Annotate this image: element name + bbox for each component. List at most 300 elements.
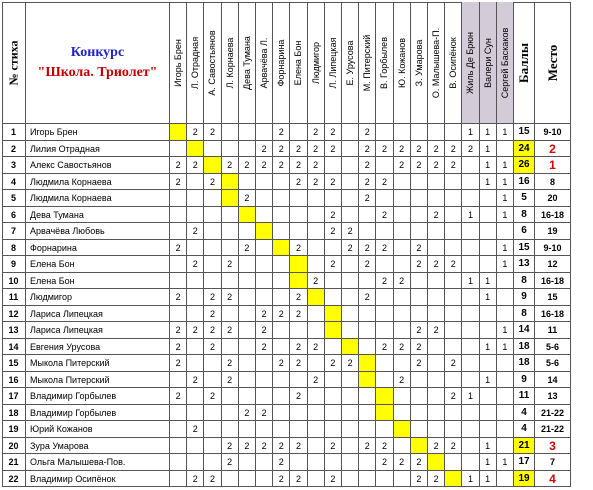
place-cell: 16-18 bbox=[535, 306, 571, 323]
judge-header-text: О. Малышева-П. bbox=[431, 27, 442, 98]
vote-cell: 2 bbox=[256, 339, 273, 356]
place-cell: 15 bbox=[535, 289, 571, 306]
vote-cell bbox=[170, 223, 187, 240]
vote-cell bbox=[170, 438, 187, 455]
vote-cell bbox=[480, 322, 497, 339]
vote-cell bbox=[170, 471, 187, 488]
vote-cell bbox=[239, 372, 256, 389]
vote-cell bbox=[256, 124, 273, 141]
vote-cell: 2 bbox=[411, 157, 428, 174]
vote-cell bbox=[170, 306, 187, 323]
judge-header-text: Игорь Брен bbox=[173, 38, 184, 87]
vote-cell: 2 bbox=[256, 306, 273, 323]
vote-cell bbox=[411, 207, 428, 224]
vote-cell: 2 bbox=[342, 240, 359, 257]
judge-header-text: А. Савостьянов bbox=[207, 29, 218, 96]
vote-cell bbox=[187, 355, 204, 372]
vote-cell: 2 bbox=[273, 124, 290, 141]
vote-cell bbox=[290, 190, 307, 207]
vote-cell bbox=[204, 190, 221, 207]
vote-cell: 1 bbox=[497, 256, 514, 273]
vote-cell: 2 bbox=[308, 141, 325, 158]
row-number: 18 bbox=[2, 405, 26, 422]
vote-cell bbox=[204, 421, 221, 438]
vote-cell bbox=[394, 405, 411, 422]
judge-header-text: В. Осипёнок bbox=[448, 36, 459, 89]
vote-cell bbox=[239, 256, 256, 273]
vote-cell bbox=[342, 157, 359, 174]
vote-cell bbox=[325, 289, 342, 306]
vote-cell bbox=[445, 124, 462, 141]
score-cell: 8 bbox=[514, 306, 535, 323]
vote-cell: 2 bbox=[325, 355, 342, 372]
vote-cell: 2 bbox=[239, 240, 256, 257]
vote-cell: 1 bbox=[480, 289, 497, 306]
vote-cell bbox=[308, 289, 325, 306]
row-number: 13 bbox=[2, 322, 26, 339]
row-number: 9 bbox=[2, 256, 26, 273]
place-cell: 20 bbox=[535, 190, 571, 207]
author-name: Мыкола Питерский bbox=[26, 372, 170, 389]
vote-cell: 2 bbox=[273, 306, 290, 323]
vote-cell bbox=[359, 471, 376, 488]
row-number: 22 bbox=[2, 471, 26, 488]
vote-cell: 2 bbox=[411, 355, 428, 372]
judge-header bbox=[497, 2, 514, 124]
score-cell: 17 bbox=[514, 454, 535, 471]
vote-cell bbox=[480, 405, 497, 422]
vote-cell: 2 bbox=[359, 124, 376, 141]
vote-cell bbox=[394, 438, 411, 455]
vote-cell bbox=[428, 372, 445, 389]
vote-cell bbox=[256, 289, 273, 306]
score-cell: 14 bbox=[514, 322, 535, 339]
vote-cell: 2 bbox=[170, 289, 187, 306]
vote-cell bbox=[445, 223, 462, 240]
vote-cell bbox=[308, 223, 325, 240]
place-cell: 5-6 bbox=[535, 355, 571, 372]
vote-cell bbox=[394, 190, 411, 207]
score-cell: 26 bbox=[514, 157, 535, 174]
vote-cell bbox=[239, 471, 256, 488]
vote-cell: 2 bbox=[187, 372, 204, 389]
vote-cell bbox=[290, 223, 307, 240]
vote-cell bbox=[325, 421, 342, 438]
vote-cell: 2 bbox=[204, 388, 221, 405]
vote-cell bbox=[222, 273, 239, 290]
vote-cell: 2 bbox=[394, 273, 411, 290]
vote-cell bbox=[222, 174, 239, 191]
author-name: Форнарина bbox=[26, 240, 170, 257]
row-number: 5 bbox=[2, 190, 26, 207]
row-number: 16 bbox=[2, 372, 26, 389]
vote-cell bbox=[290, 405, 307, 422]
vote-cell: 2 bbox=[308, 273, 325, 290]
vote-cell bbox=[204, 273, 221, 290]
row-number: 1 bbox=[2, 124, 26, 141]
vote-cell: 2 bbox=[170, 355, 187, 372]
vote-cell: 2 bbox=[290, 157, 307, 174]
vote-cell bbox=[428, 289, 445, 306]
vote-cell: 2 bbox=[204, 289, 221, 306]
vote-cell bbox=[428, 223, 445, 240]
place-cell: 14 bbox=[535, 372, 571, 389]
score-cell: 13 bbox=[514, 256, 535, 273]
vote-cell bbox=[273, 405, 290, 422]
vote-cell: 2 bbox=[394, 141, 411, 158]
vote-cell bbox=[256, 174, 273, 191]
vote-cell bbox=[308, 471, 325, 488]
vote-cell: 1 bbox=[480, 471, 497, 488]
vote-cell: 2 bbox=[359, 289, 376, 306]
vote-cell: 2 bbox=[170, 240, 187, 257]
vote-cell bbox=[376, 421, 393, 438]
vote-cell: 2 bbox=[445, 438, 462, 455]
vote-cell bbox=[187, 174, 204, 191]
vote-cell bbox=[342, 471, 359, 488]
vote-cell bbox=[411, 174, 428, 191]
place-cell: 21-22 bbox=[535, 405, 571, 422]
vote-cell bbox=[376, 322, 393, 339]
vote-cell: 2 bbox=[308, 372, 325, 389]
place-cell: 5-6 bbox=[535, 339, 571, 356]
vote-cell: 2 bbox=[411, 454, 428, 471]
vote-cell bbox=[411, 372, 428, 389]
vote-cell bbox=[256, 421, 273, 438]
vote-cell bbox=[325, 273, 342, 290]
vote-cell bbox=[394, 421, 411, 438]
contest-title: Конкурс bbox=[70, 44, 125, 60]
vote-cell bbox=[256, 223, 273, 240]
vote-cell bbox=[394, 256, 411, 273]
author-name: Юрий Кожанов bbox=[26, 421, 170, 438]
vote-cell bbox=[462, 355, 479, 372]
vote-cell: 2 bbox=[376, 438, 393, 455]
vote-cell bbox=[376, 355, 393, 372]
judge-header bbox=[308, 2, 325, 124]
vote-cell: 2 bbox=[290, 438, 307, 455]
vote-cell bbox=[187, 454, 204, 471]
vote-cell bbox=[204, 240, 221, 257]
row-number: 10 bbox=[2, 273, 26, 290]
vote-cell: 2 bbox=[222, 355, 239, 372]
vote-cell bbox=[170, 454, 187, 471]
vote-cell bbox=[359, 355, 376, 372]
vote-cell bbox=[204, 372, 221, 389]
vote-cell: 2 bbox=[222, 322, 239, 339]
vote-cell: 2 bbox=[204, 471, 221, 488]
vote-cell bbox=[428, 190, 445, 207]
row-number: 21 bbox=[2, 454, 26, 471]
vote-cell: 2 bbox=[394, 339, 411, 356]
vote-cell bbox=[497, 223, 514, 240]
author-name: Людмила Корнаева bbox=[26, 174, 170, 191]
vote-cell bbox=[359, 322, 376, 339]
place-cell: 4 bbox=[535, 471, 571, 488]
vote-cell bbox=[256, 273, 273, 290]
vote-cell: 2 bbox=[204, 322, 221, 339]
vote-cell bbox=[445, 190, 462, 207]
vote-cell: 2 bbox=[325, 223, 342, 240]
place-cell: 9-10 bbox=[535, 240, 571, 257]
vote-cell bbox=[411, 124, 428, 141]
vote-cell: 2 bbox=[290, 388, 307, 405]
vote-cell bbox=[411, 306, 428, 323]
vote-cell bbox=[394, 240, 411, 257]
vote-cell bbox=[170, 190, 187, 207]
vote-cell bbox=[497, 438, 514, 455]
place-cell: 7 bbox=[535, 454, 571, 471]
vote-cell bbox=[359, 339, 376, 356]
author-name: Елена Бон bbox=[26, 256, 170, 273]
vote-cell: 2 bbox=[239, 438, 256, 455]
vote-cell bbox=[462, 157, 479, 174]
vote-cell bbox=[497, 289, 514, 306]
vote-cell bbox=[497, 355, 514, 372]
score-cell: 4 bbox=[514, 421, 535, 438]
vote-cell bbox=[290, 124, 307, 141]
vote-cell: 2 bbox=[445, 141, 462, 158]
vote-cell bbox=[342, 174, 359, 191]
vote-cell: 2 bbox=[359, 157, 376, 174]
vote-cell: 2 bbox=[273, 355, 290, 372]
vote-cell bbox=[222, 306, 239, 323]
vote-cell: 2 bbox=[428, 471, 445, 488]
place-column-header bbox=[535, 2, 571, 124]
author-name: Людмигор bbox=[26, 289, 170, 306]
judge-header-text: Л. Отрадная bbox=[190, 36, 201, 89]
vote-cell bbox=[394, 174, 411, 191]
vote-cell: 2 bbox=[428, 322, 445, 339]
vote-cell: 2 bbox=[376, 141, 393, 158]
vote-cell bbox=[273, 372, 290, 389]
vote-cell bbox=[359, 454, 376, 471]
judge-header-text: Форнарина bbox=[276, 39, 287, 86]
vote-cell: 2 bbox=[256, 157, 273, 174]
judge-header bbox=[256, 2, 273, 124]
vote-cell bbox=[376, 157, 393, 174]
vote-cell bbox=[325, 306, 342, 323]
vote-cell bbox=[445, 405, 462, 422]
judge-header bbox=[411, 2, 428, 124]
num-column-header-text: № стиха bbox=[6, 39, 20, 86]
vote-cell bbox=[204, 157, 221, 174]
vote-cell: 2 bbox=[290, 141, 307, 158]
vote-cell bbox=[222, 240, 239, 257]
vote-cell bbox=[428, 273, 445, 290]
place-cell: 12 bbox=[535, 256, 571, 273]
author-name: Евгения Урусова bbox=[26, 339, 170, 356]
vote-cell: 2 bbox=[445, 256, 462, 273]
score-column-header-text: Баллы bbox=[516, 42, 531, 83]
author-name: Мыкола Питерский bbox=[26, 355, 170, 372]
vote-cell bbox=[325, 190, 342, 207]
vote-cell: 2 bbox=[376, 240, 393, 257]
vote-cell bbox=[376, 124, 393, 141]
score-cell: 19 bbox=[514, 471, 535, 488]
vote-cell bbox=[376, 223, 393, 240]
score-cell: 11 bbox=[514, 388, 535, 405]
vote-cell bbox=[325, 388, 342, 405]
vote-cell bbox=[290, 322, 307, 339]
row-number: 15 bbox=[2, 355, 26, 372]
vote-cell bbox=[239, 322, 256, 339]
vote-cell bbox=[462, 190, 479, 207]
vote-cell bbox=[462, 405, 479, 422]
author-name: Зура Умарова bbox=[26, 438, 170, 455]
vote-cell bbox=[273, 421, 290, 438]
vote-cell bbox=[204, 207, 221, 224]
score-column-header bbox=[514, 2, 535, 124]
vote-cell bbox=[480, 207, 497, 224]
vote-cell bbox=[342, 421, 359, 438]
vote-cell bbox=[462, 454, 479, 471]
vote-cell: 2 bbox=[187, 471, 204, 488]
score-cell: 21 bbox=[514, 438, 535, 455]
vote-cell bbox=[273, 256, 290, 273]
vote-cell bbox=[342, 273, 359, 290]
vote-cell bbox=[273, 273, 290, 290]
vote-cell bbox=[480, 388, 497, 405]
vote-cell bbox=[273, 223, 290, 240]
score-cell: 6 bbox=[514, 223, 535, 240]
vote-cell: 1 bbox=[480, 141, 497, 158]
vote-cell bbox=[187, 289, 204, 306]
vote-cell bbox=[497, 405, 514, 422]
vote-cell bbox=[428, 454, 445, 471]
vote-cell bbox=[222, 124, 239, 141]
vote-cell bbox=[256, 454, 273, 471]
vote-cell: 2 bbox=[273, 141, 290, 158]
vote-cell bbox=[239, 273, 256, 290]
vote-cell bbox=[325, 322, 342, 339]
vote-cell bbox=[342, 306, 359, 323]
vote-cell bbox=[445, 471, 462, 488]
vote-cell bbox=[359, 207, 376, 224]
vote-cell bbox=[480, 355, 497, 372]
row-number: 12 bbox=[2, 306, 26, 323]
vote-cell bbox=[342, 438, 359, 455]
vote-cell: 2 bbox=[222, 372, 239, 389]
vote-cell bbox=[428, 240, 445, 257]
vote-cell bbox=[359, 223, 376, 240]
judge-header-text: Елена Бон bbox=[293, 40, 304, 85]
vote-cell bbox=[359, 306, 376, 323]
vote-cell: 2 bbox=[428, 207, 445, 224]
vote-cell bbox=[187, 306, 204, 323]
vote-cell: 1 bbox=[462, 273, 479, 290]
vote-cell: 2 bbox=[325, 141, 342, 158]
vote-cell bbox=[394, 289, 411, 306]
row-number: 6 bbox=[2, 207, 26, 224]
vote-cell bbox=[342, 322, 359, 339]
vote-cell bbox=[273, 339, 290, 356]
vote-cell bbox=[273, 322, 290, 339]
vote-cell bbox=[239, 339, 256, 356]
vote-cell bbox=[462, 421, 479, 438]
judge-header-text: Л. Липецкая bbox=[327, 37, 338, 88]
score-cell: 16 bbox=[514, 174, 535, 191]
score-cell: 9 bbox=[514, 289, 535, 306]
vote-cell: 2 bbox=[239, 157, 256, 174]
vote-cell bbox=[342, 256, 359, 273]
vote-cell: 2 bbox=[411, 240, 428, 257]
vote-cell: 2 bbox=[204, 124, 221, 141]
vote-cell: 2 bbox=[239, 190, 256, 207]
vote-cell: 2 bbox=[256, 322, 273, 339]
vote-cell: 1 bbox=[497, 190, 514, 207]
vote-cell bbox=[239, 207, 256, 224]
vote-cell: 2 bbox=[170, 339, 187, 356]
vote-cell: 2 bbox=[359, 240, 376, 257]
vote-cell bbox=[308, 438, 325, 455]
vote-cell: 2 bbox=[428, 157, 445, 174]
vote-cell: 1 bbox=[462, 124, 479, 141]
author-name: Арвачёва Любовь bbox=[26, 223, 170, 240]
vote-cell bbox=[290, 207, 307, 224]
vote-cell bbox=[376, 388, 393, 405]
vote-cell: 2 bbox=[359, 190, 376, 207]
vote-cell bbox=[411, 438, 428, 455]
row-number: 11 bbox=[2, 289, 26, 306]
vote-cell bbox=[290, 421, 307, 438]
contest-title-block bbox=[26, 2, 170, 124]
vote-cell bbox=[222, 207, 239, 224]
score-cell: 15 bbox=[514, 240, 535, 257]
place-cell: 3 bbox=[535, 438, 571, 455]
vote-cell: 2 bbox=[290, 289, 307, 306]
row-number: 17 bbox=[2, 388, 26, 405]
vote-cell: 2 bbox=[222, 454, 239, 471]
vote-cell: 2 bbox=[290, 339, 307, 356]
score-cell: 8 bbox=[514, 207, 535, 224]
vote-cell bbox=[308, 190, 325, 207]
judge-header-text: Жиль Де Брюн bbox=[465, 31, 476, 94]
row-number: 4 bbox=[2, 174, 26, 191]
vote-cell bbox=[342, 372, 359, 389]
vote-cell bbox=[222, 190, 239, 207]
vote-cell: 2 bbox=[428, 141, 445, 158]
vote-cell: 2 bbox=[170, 388, 187, 405]
vote-cell bbox=[256, 372, 273, 389]
score-cell: 15 bbox=[514, 124, 535, 141]
vote-cell bbox=[342, 405, 359, 422]
vote-cell: 2 bbox=[170, 157, 187, 174]
vote-cell bbox=[394, 388, 411, 405]
vote-cell bbox=[342, 190, 359, 207]
judge-header-text: Е. Урусова bbox=[345, 40, 356, 85]
vote-cell bbox=[462, 240, 479, 257]
vote-cell: 1 bbox=[497, 124, 514, 141]
vote-cell bbox=[445, 306, 462, 323]
vote-cell: 1 bbox=[497, 454, 514, 471]
vote-cell bbox=[411, 273, 428, 290]
author-name: Лариса Липецкая bbox=[26, 306, 170, 323]
vote-cell bbox=[308, 240, 325, 257]
vote-cell bbox=[376, 289, 393, 306]
vote-cell bbox=[445, 289, 462, 306]
author-name: Владимир Горбылев bbox=[26, 405, 170, 422]
vote-cell bbox=[290, 454, 307, 471]
vote-cell bbox=[222, 339, 239, 356]
vote-cell: 2 bbox=[359, 141, 376, 158]
vote-cell: 2 bbox=[445, 388, 462, 405]
place-cell: 9-10 bbox=[535, 124, 571, 141]
vote-cell: 2 bbox=[411, 322, 428, 339]
vote-cell bbox=[222, 405, 239, 422]
vote-cell: 2 bbox=[325, 207, 342, 224]
score-cell: 5 bbox=[514, 190, 535, 207]
